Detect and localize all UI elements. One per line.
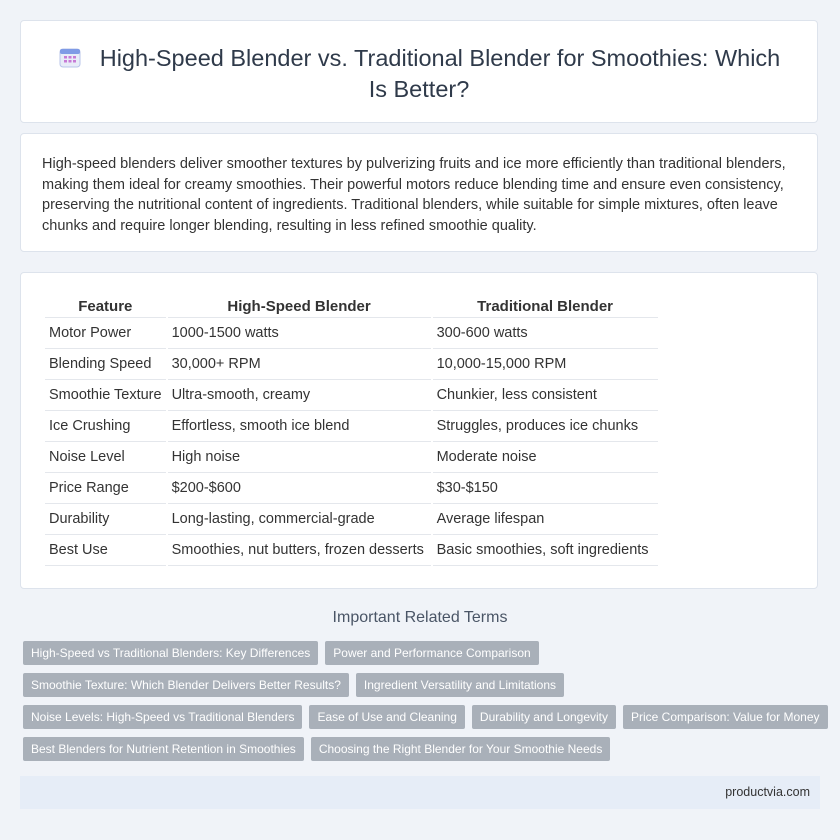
related-term-tag[interactable]: Ingredient Versatility and Limitations	[356, 673, 564, 697]
header-feature: Feature	[45, 296, 166, 318]
related-terms-title: Important Related Terms	[332, 609, 508, 626]
related-term-tag[interactable]: Best Blenders for Nutrient Retention in Smoothies	[23, 737, 304, 761]
intro-card	[20, 133, 818, 252]
related-term-tag[interactable]: Noise Levels: High-Speed vs Traditional Blenders	[23, 705, 302, 729]
cell-high-speed: Ultra-smooth, creamy	[168, 380, 431, 411]
table-row	[45, 380, 658, 411]
related-terms-row	[23, 737, 823, 761]
comparison-card	[20, 272, 818, 589]
table-row	[45, 411, 658, 442]
page-title-wrap	[51, 43, 787, 105]
related-terms-row	[23, 673, 823, 697]
cell-high-speed: Long-lasting, commercial-grade	[168, 504, 431, 535]
table-row	[45, 442, 658, 473]
cell-traditional: Struggles, produces ice chunks	[433, 411, 658, 442]
cell-traditional: Average lifespan	[433, 504, 658, 535]
cell-traditional: Basic smoothies, soft ingredients	[433, 535, 658, 566]
cell-feature: Blending Speed	[45, 349, 166, 380]
footer-site[interactable]: productvia.com	[725, 785, 810, 799]
cell-traditional: Moderate noise	[433, 442, 658, 473]
table-row	[45, 535, 658, 566]
cell-high-speed: $200-$600	[168, 473, 431, 504]
related-term-tag[interactable]: Choosing the Right Blender for Your Smoothie Needs	[311, 737, 611, 761]
related-term-tag[interactable]: Power and Performance Comparison	[325, 641, 538, 665]
cell-high-speed: Smoothies, nut butters, frozen desserts	[168, 535, 431, 566]
cell-feature: Durability	[45, 504, 166, 535]
related-term-tag[interactable]: High-Speed vs Traditional Blenders: Key Differences	[23, 641, 318, 665]
cell-feature: Smoothie Texture	[45, 380, 166, 411]
table-header-row	[45, 296, 658, 318]
related-terms-row	[23, 705, 823, 729]
cell-feature: Ice Crushing	[45, 411, 166, 442]
footer	[20, 776, 820, 809]
related-term-tag[interactable]: Price Comparison: Value for Money	[623, 705, 828, 729]
page-title: High-Speed Blender vs. Traditional Blender for Smoothies: Which Is Better?	[99, 45, 781, 102]
cell-feature: Best Use	[45, 535, 166, 566]
cell-high-speed: High noise	[168, 442, 431, 473]
cell-traditional: $30-$150	[433, 473, 658, 504]
cell-feature: Price Range	[45, 473, 166, 504]
header-traditional: Traditional Blender	[433, 296, 658, 318]
title-card	[20, 20, 818, 123]
intro-paragraph: High-speed blenders deliver smoother textures by pulverizing fruits and ice more efficiently than traditional blenders, making them ideal for creamy smoothies. Their powerful motors reduce blending time and ensure even consistency, preserving the nutritional content of ingredients. Traditional blenders, while suitable for simple mixtures, often leave chunks and require longer blending, resulting in less refined smoothie quality.	[42, 156, 786, 234]
comparison-table	[43, 296, 660, 566]
cell-traditional: 10,000-15,000 RPM	[433, 349, 658, 380]
table-row	[45, 504, 658, 535]
cell-high-speed: Effortless, smooth ice blend	[168, 411, 431, 442]
cell-traditional: 300-600 watts	[433, 318, 658, 349]
cell-feature: Motor Power	[45, 318, 166, 349]
calendar-icon	[58, 45, 82, 69]
related-term-tag[interactable]: Durability and Longevity	[472, 705, 616, 729]
table-row	[45, 349, 658, 380]
table-row	[45, 473, 658, 504]
related-terms-list	[23, 641, 823, 769]
table-row	[45, 318, 658, 349]
cell-traditional: Chunkier, less consistent	[433, 380, 658, 411]
related-terms-row	[23, 641, 823, 665]
cell-feature: Noise Level	[45, 442, 166, 473]
related-term-tag[interactable]: Smoothie Texture: Which Blender Delivers Better Results?	[23, 673, 349, 697]
cell-high-speed: 1000-1500 watts	[168, 318, 431, 349]
cell-high-speed: 30,000+ RPM	[168, 349, 431, 380]
header-high-speed: High-Speed Blender	[168, 296, 431, 318]
related-term-tag[interactable]: Ease of Use and Cleaning	[309, 705, 464, 729]
